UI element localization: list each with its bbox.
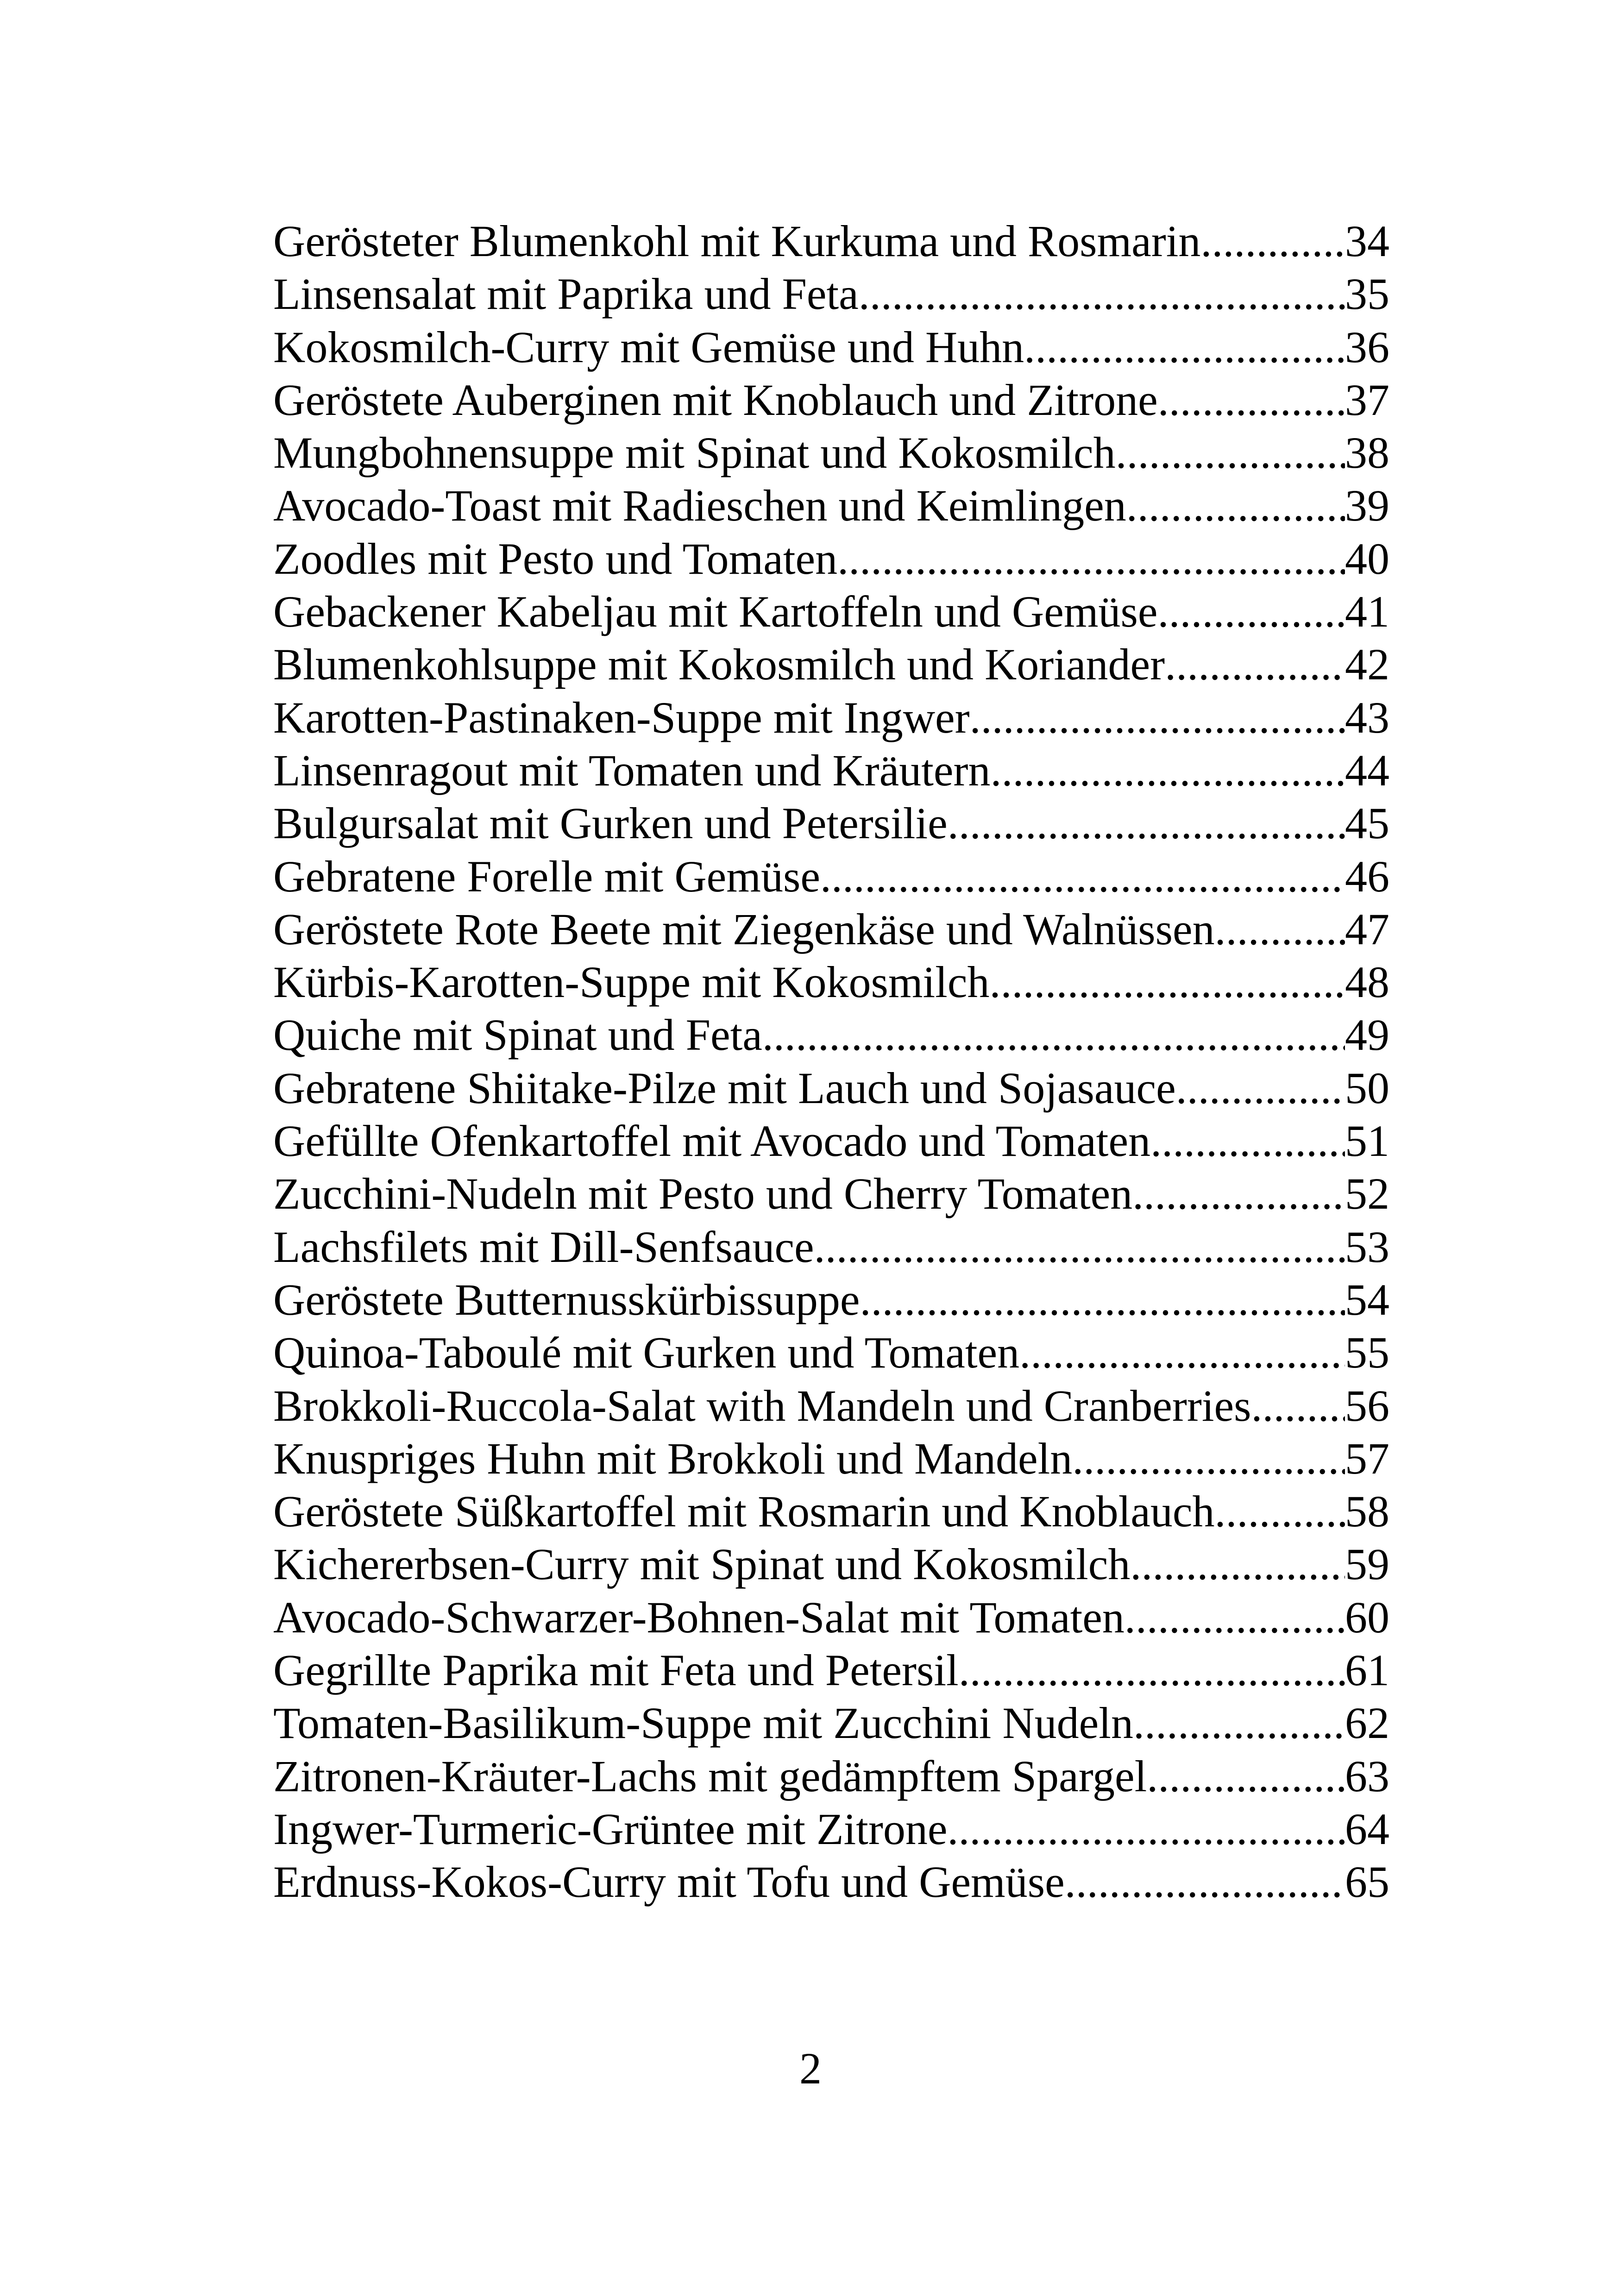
toc-dot-leader [948, 797, 1345, 850]
toc-dot-leader [959, 1644, 1345, 1697]
toc-entry-title: Mungbohnensuppe mit Spinat und Kokosmilch [273, 428, 1116, 478]
toc-dot-leader [1116, 427, 1345, 479]
toc-dot-leader [820, 850, 1345, 903]
toc-entry-title: Gerösteter Blumenkohl mit Kurkuma und Rosmarin [273, 216, 1201, 266]
toc-entry-title: Zucchini-Nudeln mit Pesto und Cherry Tomaten [273, 1169, 1133, 1219]
toc-dot-leader [1126, 479, 1345, 532]
toc-entry [273, 1115, 1389, 1167]
toc-dot-leader [814, 1221, 1345, 1273]
toc-dot-leader [1147, 1750, 1345, 1803]
toc-entry-title: Gebratene Forelle mit Gemüse [273, 851, 820, 901]
toc-entry-page: 38 [1345, 428, 1389, 478]
toc-dot-leader [762, 1009, 1345, 1061]
toc-entry-title: Geröstete Auberginen mit Knoblauch und Zitrone [273, 375, 1158, 425]
toc-entry-title: Bulgursalat mit Gurken und Petersilie [273, 798, 948, 848]
toc-dot-leader [837, 533, 1345, 585]
toc-dot-leader [1019, 1326, 1345, 1379]
toc-entry [273, 1591, 1389, 1644]
toc-entry-title: Geröstete Rote Beete mit Ziegenkäse und Walnüssen [273, 904, 1215, 954]
toc-entry-title: Geröstete Süßkartoffel mit Rosmarin und Knoblauch [273, 1487, 1215, 1537]
toc-entry [273, 1221, 1389, 1273]
page-number: 2 [799, 2044, 822, 2093]
toc-entry-page: 46 [1345, 851, 1389, 901]
toc-entry-page: 56 [1345, 1380, 1389, 1430]
toc-entry [273, 691, 1389, 744]
toc-entry-title: Avocado-Toast mit Radieschen und Keimlingen [273, 481, 1126, 531]
toc-entry-title: Linsensalat mit Paprika und Feta [273, 269, 859, 319]
toc-entry-page: 64 [1345, 1804, 1389, 1854]
toc-entry-title: Kokosmilch-Curry mit Gemüse und Huhn [273, 322, 1024, 372]
toc-entry-page: 47 [1345, 904, 1389, 954]
toc-entry [273, 850, 1389, 903]
toc-entry-title: Zoodles mit Pesto und Tomaten [273, 533, 838, 583]
toc-dot-leader [1158, 585, 1345, 638]
toc-entry [273, 533, 1389, 585]
toc-entry-title: Gebackener Kabeljau mit Kartoffeln und Gemüse [273, 587, 1158, 637]
toc-entry [273, 1697, 1389, 1750]
toc-entry [273, 1644, 1389, 1697]
toc-dot-leader [1176, 1062, 1345, 1115]
toc-entry-page: 50 [1345, 1063, 1389, 1113]
toc-dot-leader [1215, 903, 1345, 956]
toc-entry-page: 51 [1345, 1116, 1389, 1166]
toc-entry-title: Blumenkohlsuppe mit Kokosmilch und Koriander [273, 640, 1165, 690]
toc-entry [273, 268, 1389, 320]
toc-entry [273, 1167, 1389, 1220]
toc-dot-leader [1024, 321, 1345, 374]
toc-entry-title: Geröstete Butternusskürbissuppe [273, 1274, 860, 1324]
toc-entry-title: Quiche mit Spinat und Feta [273, 1010, 762, 1060]
toc-dot-leader [1125, 1591, 1345, 1644]
toc-dot-leader [1130, 1538, 1345, 1591]
toc-entry [273, 1273, 1389, 1326]
toc-dot-leader [970, 691, 1345, 744]
toc-entry-page: 43 [1345, 692, 1389, 742]
toc-entry [273, 374, 1389, 427]
toc-entry-title: Lachsfilets mit Dill-Senfsauce [273, 1222, 814, 1272]
toc-entry-title: Gefüllte Ofenkartoffel mit Avocado und Tomaten [273, 1116, 1151, 1166]
toc-entry [273, 797, 1389, 850]
toc-entry-page: 53 [1345, 1222, 1389, 1272]
toc-entry-page: 52 [1345, 1169, 1389, 1219]
toc-entry-title: Gebratene Shiitake-Pilze mit Lauch und Sojasauce [273, 1063, 1176, 1113]
toc-dot-leader [1251, 1380, 1345, 1432]
toc-dot-leader [1132, 1167, 1345, 1220]
toc-entry [273, 1538, 1389, 1591]
toc-entry-page: 41 [1345, 587, 1389, 637]
toc-entry-page: 48 [1345, 957, 1389, 1007]
toc-dot-leader [989, 956, 1345, 1009]
toc-entry-page: 44 [1345, 745, 1389, 795]
toc-entry-page: 36 [1345, 322, 1389, 372]
toc-entry [273, 585, 1389, 638]
toc-entry-page: 40 [1345, 533, 1389, 583]
toc-entry [273, 903, 1389, 956]
toc-entry [273, 638, 1389, 691]
toc-entry-page: 65 [1345, 1857, 1389, 1907]
toc-entry-title: Kichererbsen-Curry mit Spinat und Kokosmilch [273, 1539, 1131, 1589]
toc-entry-page: 57 [1345, 1433, 1389, 1483]
toc-entry-page: 58 [1345, 1487, 1389, 1537]
toc-entry-title: Kürbis-Karotten-Suppe mit Kokosmilch [273, 957, 990, 1007]
toc-dot-leader [1072, 1432, 1345, 1485]
toc-entry [273, 1009, 1389, 1061]
toc-entry [273, 1062, 1389, 1115]
toc-dot-leader [990, 744, 1345, 797]
toc-dot-leader [1065, 1856, 1345, 1908]
toc-entry-page: 49 [1345, 1010, 1389, 1060]
toc-entry-page: 42 [1345, 640, 1389, 690]
toc-entry-title: Zitronen-Kräuter-Lachs mit gedämpftem Spargel [273, 1751, 1147, 1801]
toc-entry-page: 55 [1345, 1328, 1389, 1378]
toc-dot-leader [860, 1273, 1345, 1326]
toc-dot-leader [1150, 1115, 1345, 1167]
toc-entry-page: 62 [1345, 1698, 1389, 1748]
toc-entry-page: 63 [1345, 1751, 1389, 1801]
table-of-contents [273, 215, 1389, 1909]
toc-entry-page: 54 [1345, 1274, 1389, 1324]
toc-entry [273, 427, 1389, 479]
toc-entry-title: Linsenragout mit Tomaten und Kräutern [273, 745, 991, 795]
toc-entry-title: Knuspriges Huhn mit Brokkoli und Mandeln [273, 1433, 1073, 1483]
toc-entry-page: 45 [1345, 798, 1389, 848]
toc-entry [273, 1803, 1389, 1856]
toc-entry-title: Avocado-Schwarzer-Bohnen-Salat mit Tomaten [273, 1592, 1125, 1642]
toc-entry [273, 1485, 1389, 1538]
toc-dot-leader [1215, 1485, 1345, 1538]
toc-dot-leader [1165, 638, 1345, 691]
toc-entry [273, 1856, 1389, 1908]
toc-entry [273, 1326, 1389, 1379]
toc-entry-title: Gegrillte Paprika mit Feta und Petersil [273, 1645, 959, 1695]
toc-dot-leader [1133, 1697, 1345, 1750]
toc-entry-title: Karotten-Pastinaken-Suppe mit Ingwer [273, 692, 970, 742]
toc-entry-page: 61 [1345, 1645, 1389, 1695]
toc-dot-leader [859, 268, 1345, 320]
toc-entry [273, 1432, 1389, 1485]
toc-entry-page: 34 [1345, 216, 1389, 266]
toc-entry-title: Erdnuss-Kokos-Curry mit Tofu und Gemüse [273, 1857, 1065, 1907]
toc-entry [273, 321, 1389, 374]
toc-entry [273, 1380, 1389, 1432]
toc-entry [273, 744, 1389, 797]
toc-entry-title: Ingwer-Turmeric-Grüntee mit Zitrone [273, 1804, 948, 1854]
toc-dot-leader [1200, 215, 1345, 268]
toc-entry-title: Brokkoli-Ruccola-Salat with Mandeln und Cranberries [273, 1380, 1251, 1430]
toc-entry [273, 956, 1389, 1009]
toc-entry [273, 215, 1389, 268]
toc-entry-title: Tomaten-Basilikum-Suppe mit Zucchini Nudeln [273, 1698, 1133, 1748]
toc-entry [273, 1750, 1389, 1803]
toc-dot-leader [947, 1803, 1345, 1856]
toc-entry [273, 479, 1389, 532]
toc-entry-title: Quinoa-Taboulé mit Gurken und Tomaten [273, 1328, 1020, 1378]
toc-entry-page: 39 [1345, 481, 1389, 531]
toc-entry-page: 60 [1345, 1592, 1389, 1642]
toc-dot-leader [1158, 374, 1345, 427]
toc-entry-page: 35 [1345, 269, 1389, 319]
toc-entry-page: 37 [1345, 375, 1389, 425]
toc-entry-page: 59 [1345, 1539, 1389, 1589]
